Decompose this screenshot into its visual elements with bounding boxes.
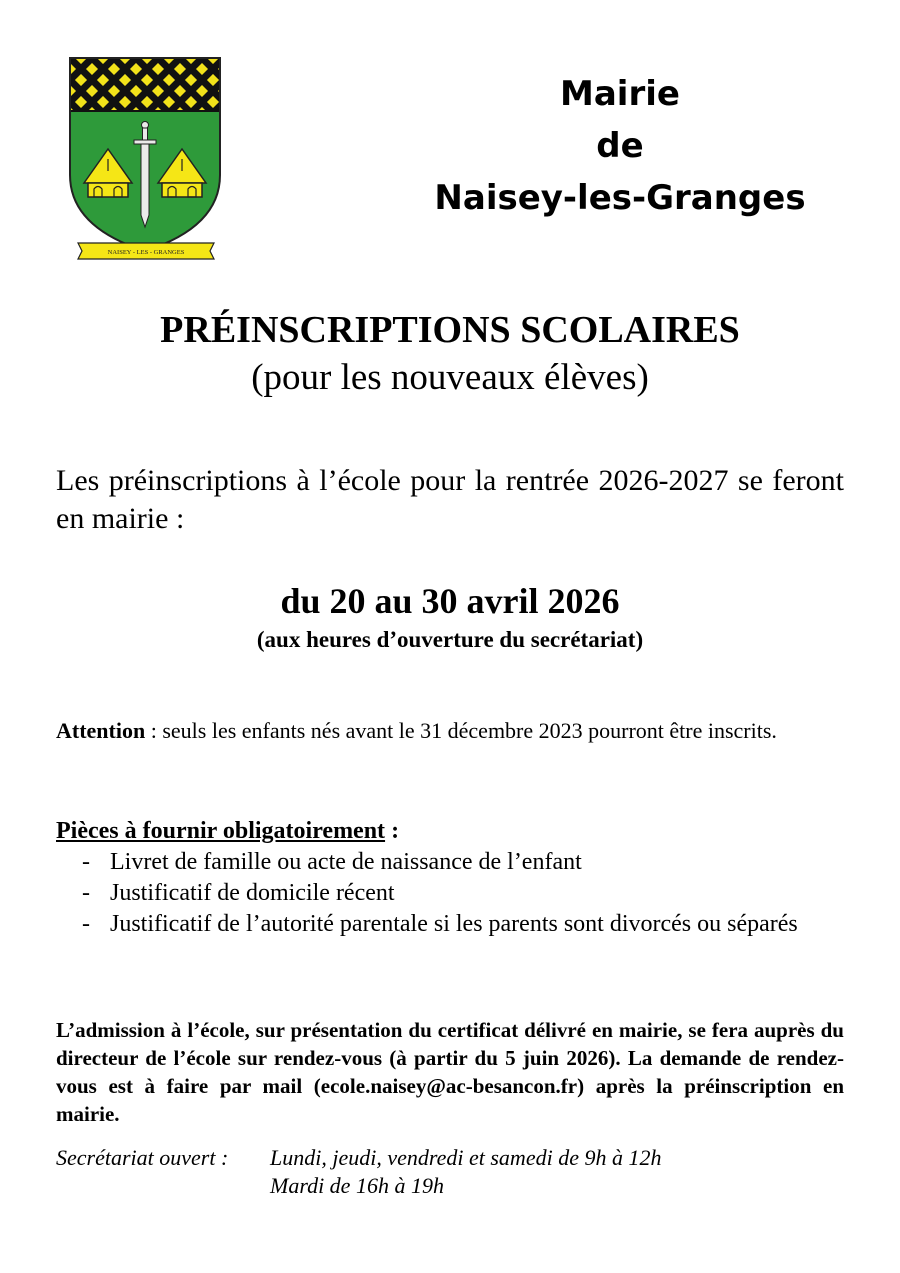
required-documents-list: [56, 847, 844, 940]
mairie-line-3: Naisey-les-Granges: [434, 178, 806, 218]
list-item: [56, 847, 844, 878]
list-item-text: Livret de famille ou acte de naissance de l’enfant: [110, 849, 582, 875]
list-dash: -: [82, 911, 90, 937]
attention-label: Attention: [56, 718, 146, 743]
schedule-line-1: Lundi, jeudi, vendredi et samedi de 9h à 12h: [270, 1145, 662, 1170]
svg-text:NAISEY - LES - GRANGES: NAISEY - LES - GRANGES: [107, 249, 185, 256]
list-item: [56, 878, 844, 909]
motto-banner: [78, 243, 214, 259]
mairie-heading: [430, 68, 810, 224]
required-documents-title: Pièces à fournir obligatoirement: [56, 818, 386, 844]
required-documents-heading: [56, 815, 844, 847]
mairie-line-2: de: [596, 126, 644, 166]
list-item: [56, 909, 844, 940]
list-item-text: Justificatif de l’autorité parentale si les parents sont divorcés ou séparés: [110, 911, 798, 937]
list-dash: -: [82, 880, 90, 906]
admission-paragraph: L’admission à l’école, sur présentation du certificat délivré en mairie, se fera auprès du directeur de l’école sur rendez-vous (à partir du 5 juin 2026). La demande de rendez-vous est à faire par mail (ecole.naisey@ac-besancon.fr) après la préinscription en mairie.: [56, 1018, 844, 1126]
hours-note: (aux heures d’ouverture du secrétariat): [256, 627, 644, 652]
list-dash: -: [82, 849, 90, 875]
schedule-line-2: Mardi de 16h à 19h: [270, 1173, 444, 1198]
registration-dates: du 20 au 30 avril 2026: [280, 581, 620, 621]
required-documents-colon: :: [385, 818, 400, 844]
intro-paragraph: Les préinscriptions à l’école pour la rentrée 2026-2027 se feront en mairie :: [56, 464, 844, 535]
mairie-line-1: Mairie: [560, 74, 680, 114]
page-title: PRÉINSCRIPTIONS SCOLAIRES: [160, 309, 740, 351]
coat-of-arms-logo: [64, 55, 224, 267]
secretariat-schedule: [270, 1144, 661, 1200]
attention-paragraph: [56, 716, 844, 746]
secretariat-label: Secrétariat ouvert :: [56, 1145, 229, 1170]
list-item-text: Justificatif de domicile récent: [110, 880, 395, 906]
page-subtitle: (pour les nouveaux élèves): [251, 357, 649, 398]
attention-text: : seuls les enfants nés avant le 31 décembre 2023 pourront être inscrits.: [145, 718, 777, 743]
